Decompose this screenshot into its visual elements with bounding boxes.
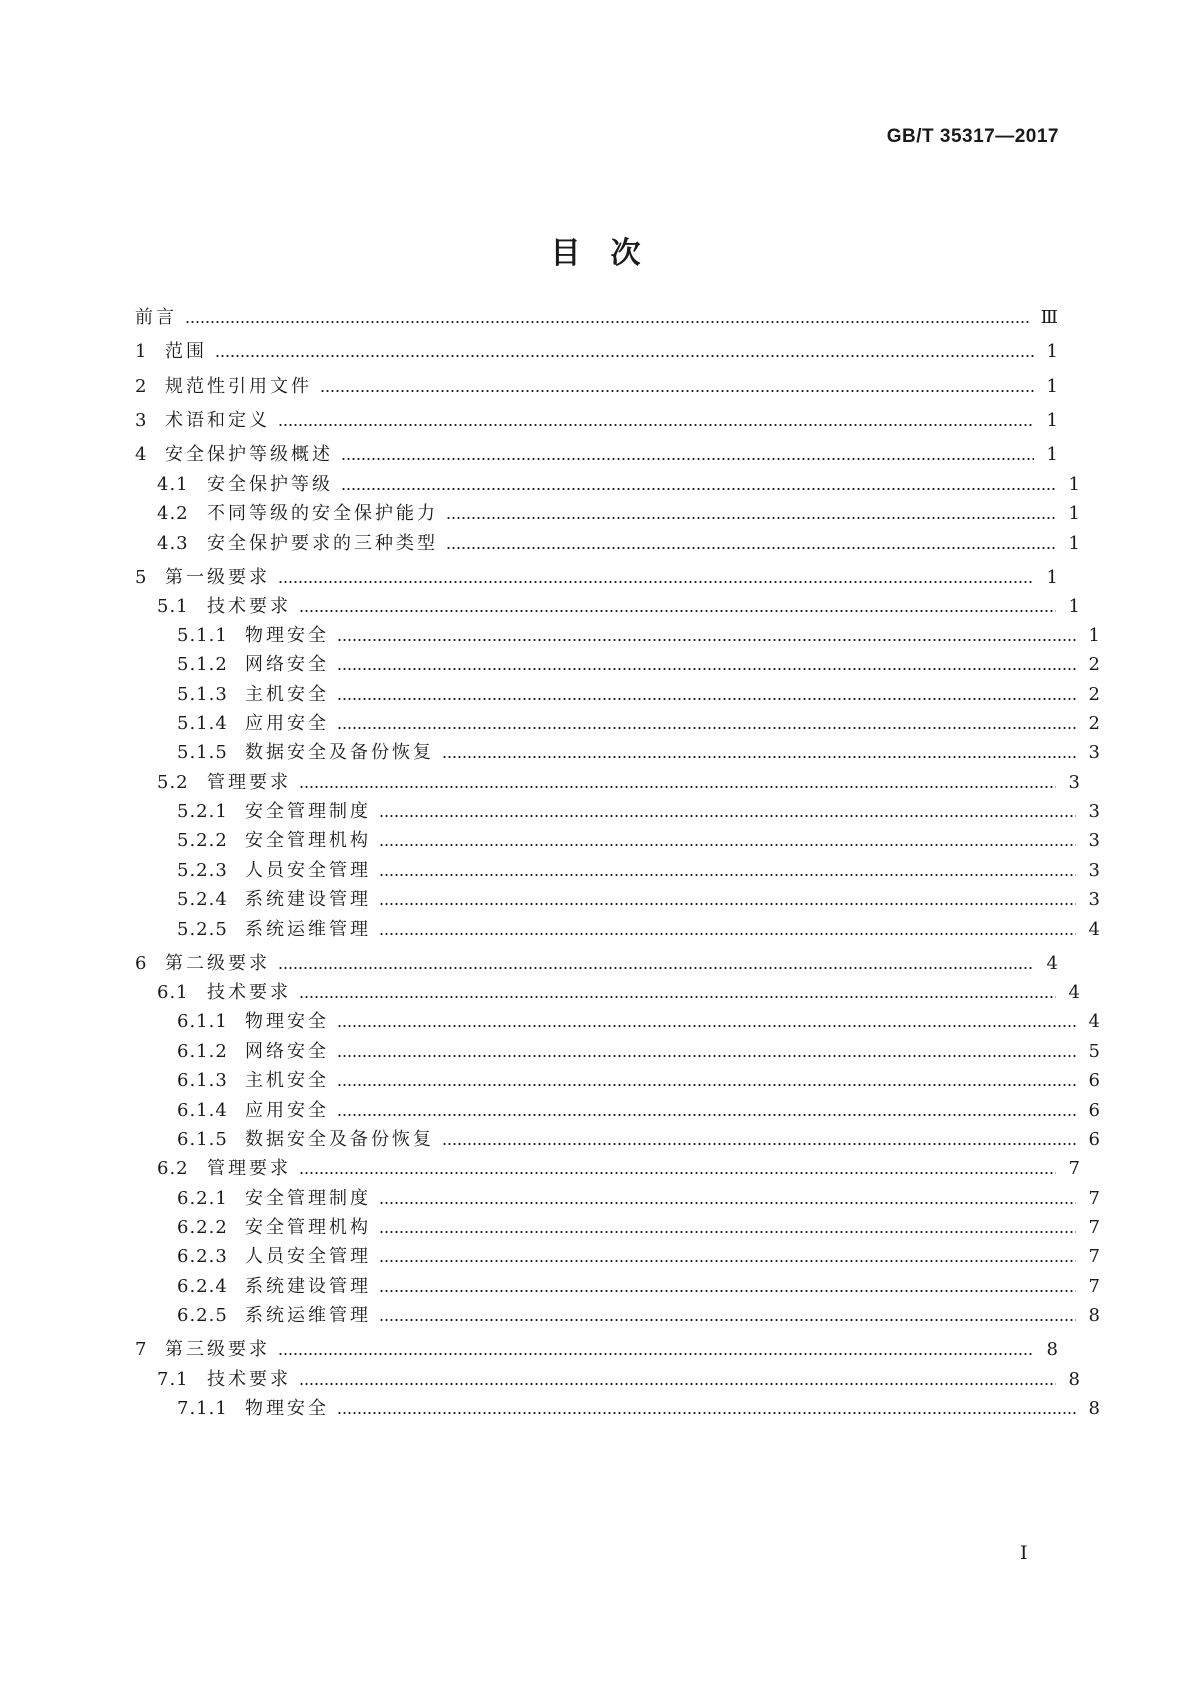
dot-leader <box>442 1143 1076 1145</box>
toc-entry[interactable] <box>135 501 1080 527</box>
toc-entry-page: 4 <box>1068 982 1080 1003</box>
toc-entry[interactable] <box>135 1156 1080 1182</box>
toc-entry-page: 1 <box>1068 533 1080 554</box>
dot-leader <box>379 1231 1076 1233</box>
dot-leader <box>278 581 1034 583</box>
toc-entry-number: 6.2.3 <box>177 1246 228 1267</box>
toc-entry-number: 6.1 <box>157 982 189 1003</box>
toc-entry-number: 6.2 <box>157 1158 189 1179</box>
dot-leader <box>379 1202 1076 1204</box>
toc-entry-page: 3 <box>1088 742 1100 763</box>
dot-leader <box>320 390 1034 392</box>
dot-leader <box>341 458 1034 460</box>
toc-entry-page: 7 <box>1068 1158 1080 1179</box>
toc-entry-label: 应用安全 <box>245 1100 329 1121</box>
toc-entry-page: 6 <box>1088 1070 1100 1091</box>
toc-entry-page: 1 <box>1068 596 1080 617</box>
toc-entry[interactable] <box>135 1186 1100 1212</box>
toc-entry-page: 7 <box>1088 1246 1100 1267</box>
toc-entry[interactable] <box>135 1068 1100 1094</box>
dot-leader <box>278 424 1034 426</box>
toc-entry-label: 安全管理机构 <box>245 830 371 851</box>
toc-entry-label: 不同等级的安全保护能力 <box>207 503 438 524</box>
toc-entry[interactable] <box>135 1367 1080 1393</box>
toc-entry-label: 主机安全 <box>245 1070 329 1091</box>
toc-entry-number: 5.2.4 <box>177 889 228 910</box>
toc-entry-page: Ⅲ <box>1040 307 1058 328</box>
toc-entry-page: 8 <box>1088 1398 1100 1419</box>
toc-entry-number: 5.1.1 <box>177 625 228 646</box>
toc-entry-label: 规范性引用文件 <box>165 376 312 397</box>
toc-entry-number: 6.2.1 <box>177 1188 228 1209</box>
toc-entry[interactable] <box>135 531 1080 557</box>
toc-entry-label: 安全管理机构 <box>245 1217 371 1238</box>
toc-entry-label: 系统建设管理 <box>245 889 371 910</box>
toc-entry-label: 第一级要求 <box>165 567 270 588</box>
dot-leader <box>337 668 1076 670</box>
toc-entry[interactable] <box>135 1098 1100 1124</box>
toc-entry[interactable] <box>135 887 1100 913</box>
toc-entry-label: 安全保护等级 <box>207 474 333 495</box>
dot-leader <box>379 815 1076 817</box>
dot-leader <box>278 1353 1034 1355</box>
toc-entry[interactable] <box>135 305 1058 331</box>
dot-leader <box>337 727 1076 729</box>
toc-entry-label: 技术要求 <box>207 1369 291 1390</box>
toc-entry-label: 数据安全及备份恢复 <box>245 742 434 763</box>
toc-entry[interactable] <box>135 1127 1100 1153</box>
dot-leader <box>379 1290 1076 1292</box>
toc-entry-page: 3 <box>1088 860 1100 881</box>
dot-leader <box>446 547 1056 549</box>
toc-entry-page: 2 <box>1088 654 1100 675</box>
dot-leader <box>278 967 1034 969</box>
toc-entry-page: 1 <box>1046 341 1058 362</box>
toc-entry-label: 管理要求 <box>207 772 291 793</box>
toc-entry-label: 网络安全 <box>245 654 329 675</box>
toc-entry[interactable] <box>135 565 1058 591</box>
toc-entry-page: 4 <box>1046 953 1058 974</box>
toc-entry-number: 5.2.1 <box>177 801 228 822</box>
toc-entry[interactable] <box>135 472 1080 498</box>
dot-leader <box>299 996 1056 998</box>
toc-entry-page: 8 <box>1088 1305 1100 1326</box>
toc-entry-label: 范围 <box>165 341 207 362</box>
toc-entry-number: 5.1 <box>157 596 189 617</box>
dot-leader <box>442 756 1076 758</box>
toc-entry-page: 2 <box>1088 713 1100 734</box>
dot-leader <box>299 786 1056 788</box>
toc-entry-number: 6.2.4 <box>177 1276 228 1297</box>
toc-entry-label: 网络安全 <box>245 1041 329 1062</box>
dot-leader <box>337 698 1076 700</box>
dot-leader <box>379 1260 1076 1262</box>
toc-entry-number: 6.1.2 <box>177 1041 228 1062</box>
toc-entry-label: 系统运维管理 <box>245 919 371 940</box>
toc-entry[interactable] <box>135 682 1100 708</box>
toc-entry-number: 6.2.2 <box>177 1217 228 1238</box>
toc-entry-label: 应用安全 <box>245 713 329 734</box>
toc-entry-label: 第二级要求 <box>165 953 270 974</box>
toc-entry-page: 5 <box>1088 1041 1100 1062</box>
toc-entry[interactable] <box>135 1039 1100 1065</box>
toc-entry[interactable] <box>135 980 1080 1006</box>
toc-entry-number: 7.1 <box>157 1369 189 1390</box>
toc-entry[interactable] <box>135 799 1100 825</box>
toc-entry-label: 系统建设管理 <box>245 1276 371 1297</box>
toc-entry-label: 术语和定义 <box>165 410 270 431</box>
toc-entry-number: 3 <box>135 410 148 431</box>
toc-entry-number: 5 <box>135 567 148 588</box>
toc-entry-number: 5.2.5 <box>177 919 228 940</box>
toc-entry-label: 物理安全 <box>245 1011 329 1032</box>
toc-entry-number: 6.1.5 <box>177 1129 228 1150</box>
toc-entry-number: 5.2 <box>157 772 189 793</box>
toc-entry[interactable] <box>135 1009 1100 1035</box>
toc-entry[interactable] <box>135 1244 1100 1270</box>
dot-leader <box>299 1383 1056 1385</box>
toc-entry[interactable] <box>135 1215 1100 1241</box>
dot-leader <box>337 1055 1076 1057</box>
dot-leader <box>337 1025 1076 1027</box>
toc-entry-page: 6 <box>1088 1100 1100 1121</box>
toc-entry-page: 6 <box>1088 1129 1100 1150</box>
toc-entry-number: 2 <box>135 376 148 397</box>
dot-leader <box>337 1412 1076 1414</box>
dot-leader <box>337 639 1076 641</box>
toc-entry-number: 5.1.3 <box>177 684 228 705</box>
toc-entry-label: 前言 <box>135 307 177 328</box>
toc-entry-page: 1 <box>1068 474 1080 495</box>
dot-leader <box>299 610 1056 612</box>
dot-leader <box>337 1084 1076 1086</box>
dot-leader <box>215 355 1034 357</box>
toc-entry-number: 6 <box>135 953 148 974</box>
standard-code: GB/T 35317—2017 <box>886 126 1059 147</box>
toc-entry-label: 数据安全及备份恢复 <box>245 1129 434 1150</box>
toc-entry-number: 6.1.4 <box>177 1100 228 1121</box>
toc-entry[interactable] <box>135 623 1100 649</box>
toc-entry[interactable] <box>135 1303 1100 1329</box>
toc-entry-page: 8 <box>1068 1369 1080 1390</box>
toc-entry-label: 管理要求 <box>207 1158 291 1179</box>
toc-entry[interactable] <box>135 1274 1100 1300</box>
toc-entry-number: 4.1 <box>157 474 189 495</box>
toc-entry-number: 5.1.4 <box>177 713 228 734</box>
toc-entry-page: 1 <box>1046 410 1058 431</box>
toc-entry-number: 5.1.2 <box>177 654 228 675</box>
toc-entry-label: 技术要求 <box>207 596 291 617</box>
toc-entry[interactable] <box>135 858 1100 884</box>
toc-entry-page: 4 <box>1088 1011 1100 1032</box>
dot-leader <box>341 488 1056 490</box>
toc-entry-label: 物理安全 <box>245 1398 329 1419</box>
toc-entry-number: 5.1.5 <box>177 742 228 763</box>
toc-entry-label: 主机安全 <box>245 684 329 705</box>
toc-entry-label: 人员安全管理 <box>245 1246 371 1267</box>
toc-entry-page: 3 <box>1088 801 1100 822</box>
toc-entry-page: 1 <box>1088 625 1100 646</box>
toc-entry-page: 4 <box>1088 919 1100 940</box>
toc-entry[interactable] <box>135 740 1100 766</box>
toc-entry[interactable] <box>135 442 1058 468</box>
toc-entry[interactable] <box>135 408 1058 434</box>
toc-entry-page: 1 <box>1068 503 1080 524</box>
dot-leader <box>379 844 1076 846</box>
toc-entry-label: 技术要求 <box>207 982 291 1003</box>
toc-entry[interactable] <box>135 917 1100 943</box>
page-number: I <box>1020 1542 1028 1564</box>
page-title: 目 次 <box>550 236 641 271</box>
toc-entry-page: 1 <box>1046 567 1058 588</box>
toc-entry-number: 4.2 <box>157 503 189 524</box>
toc-entry-number: 7.1.1 <box>177 1398 228 1419</box>
toc-entry-page: 8 <box>1046 1339 1058 1360</box>
toc-entry-page: 2 <box>1088 684 1100 705</box>
toc-entry-label: 安全保护等级概述 <box>165 444 333 465</box>
toc-entry-page: 1 <box>1046 444 1058 465</box>
toc-entry-label: 安全管理制度 <box>245 801 371 822</box>
dot-leader <box>185 321 1031 323</box>
toc-entry[interactable] <box>135 652 1100 678</box>
toc-entry-number: 6.1.3 <box>177 1070 228 1091</box>
dot-leader <box>379 1319 1076 1321</box>
toc-entry-number: 4.3 <box>157 533 189 554</box>
toc-entry-page: 7 <box>1088 1188 1100 1209</box>
toc-entry[interactable] <box>135 770 1080 796</box>
toc-entry[interactable] <box>135 828 1100 854</box>
toc-entry[interactable] <box>135 374 1058 400</box>
dot-leader <box>299 1172 1056 1174</box>
toc-entry-label: 第三级要求 <box>165 1339 270 1360</box>
toc-entry-page: 3 <box>1088 889 1100 910</box>
toc-entry[interactable] <box>135 951 1058 977</box>
toc-entry-number: 6.2.5 <box>177 1305 228 1326</box>
toc-entry[interactable] <box>135 594 1080 620</box>
toc-entry[interactable] <box>135 1396 1100 1422</box>
toc-entry[interactable] <box>135 711 1100 737</box>
toc-entry[interactable] <box>135 1337 1058 1363</box>
toc-entry-page: 7 <box>1088 1217 1100 1238</box>
toc-entry-page: 7 <box>1088 1276 1100 1297</box>
toc-entry-number: 4 <box>135 444 148 465</box>
toc-entry-page: 3 <box>1068 772 1080 793</box>
dot-leader <box>379 874 1076 876</box>
dot-leader <box>379 933 1076 935</box>
toc-entry-page: 1 <box>1046 376 1058 397</box>
toc-entry-page: 3 <box>1088 830 1100 851</box>
dot-leader <box>446 517 1056 519</box>
toc-entry-label: 人员安全管理 <box>245 860 371 881</box>
toc-entry-number: 5.2.3 <box>177 860 228 881</box>
dot-leader <box>337 1114 1076 1116</box>
toc-entry[interactable] <box>135 339 1058 365</box>
toc-entry-label: 安全管理制度 <box>245 1188 371 1209</box>
dot-leader <box>379 903 1076 905</box>
toc-entry-number: 1 <box>135 341 148 362</box>
toc-entry-number: 5.2.2 <box>177 830 228 851</box>
toc-entry-number: 7 <box>135 1339 148 1360</box>
toc-entry-number: 6.1.1 <box>177 1011 228 1032</box>
toc-entry-label: 物理安全 <box>245 625 329 646</box>
toc-entry-label: 安全保护要求的三种类型 <box>207 533 438 554</box>
toc-entry-label: 系统运维管理 <box>245 1305 371 1326</box>
